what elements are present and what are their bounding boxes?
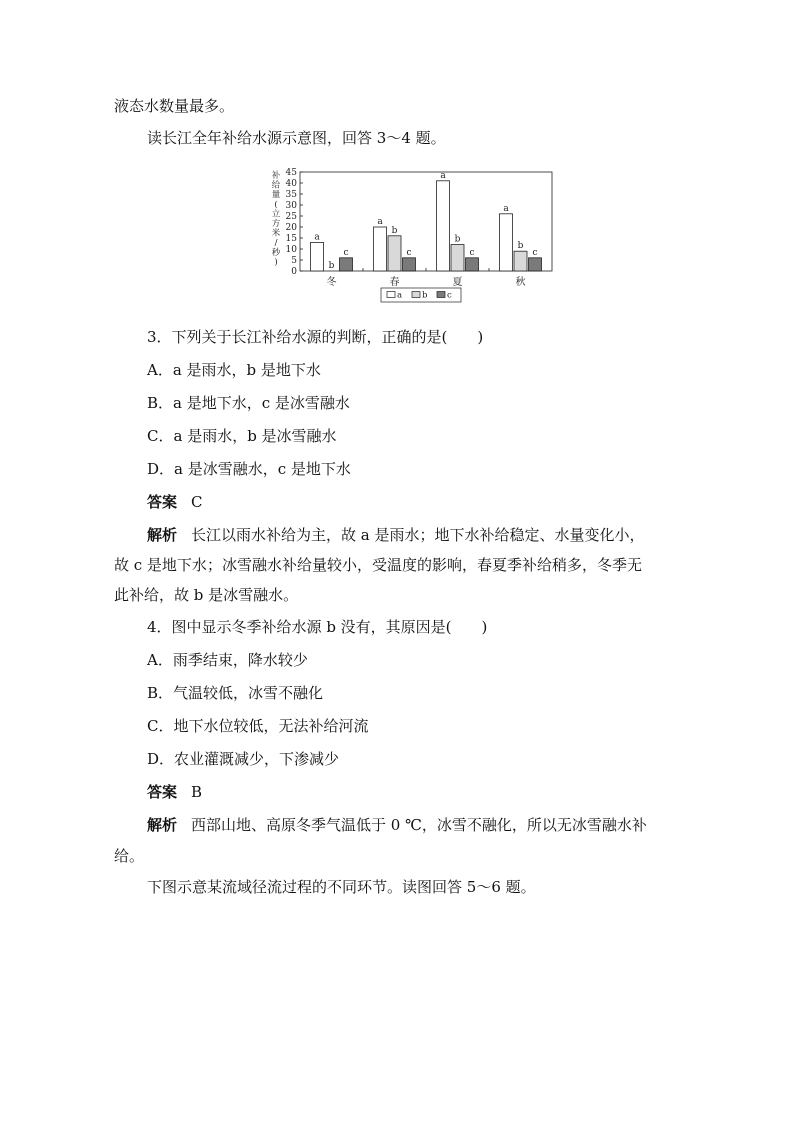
y-tick-label: 35 <box>285 190 297 200</box>
answer-3-value: C <box>191 493 203 511</box>
bar-label: b <box>391 225 398 236</box>
y-tick-label: 30 <box>285 201 297 211</box>
bar-c <box>403 258 416 271</box>
bar-label: b <box>328 261 335 271</box>
bar-label: a <box>377 217 383 227</box>
bar-a <box>311 242 324 271</box>
x-tick-label: 夏 <box>452 277 463 288</box>
next-section-intro: 下图示意某流域径流过程的不同环节。读图回答 5～6 题。 <box>147 878 536 896</box>
chart-intro: 读长江全年补给水源示意图，回答 3～4 题。 <box>147 129 446 147</box>
bar-label: c <box>343 247 349 258</box>
y-tick-label: 25 <box>285 212 297 222</box>
bar-a <box>374 227 387 271</box>
y-axis-label: 补给量(立方米/秒) <box>271 171 281 268</box>
explanation-3-line-2: 故 c 是地下水；冰雪融水补给量较小，受温度的影响，春夏季补给稍多，冬季无 <box>114 556 642 574</box>
x-tick-label: 冬 <box>326 277 337 288</box>
bar-c <box>340 258 353 271</box>
explanation-4-text-1: 西部山地、高原冬季气温低于 0 ℃，冰雪不融化，所以无冰雪融水补 <box>191 816 647 834</box>
bar-label: c <box>406 247 412 258</box>
bar-label: b <box>454 234 461 245</box>
legend-swatch-a <box>387 292 395 298</box>
y-tick-label: 40 <box>285 179 297 189</box>
legend-swatch-b <box>412 292 420 298</box>
answer-4 <box>147 781 202 803</box>
bar-label: c <box>532 247 538 258</box>
q4-option-a: A．雨季结束，降水较少 <box>147 651 308 669</box>
question-3: 3．下列关于长江补给水源的判断，正确的是( ) <box>147 328 484 346</box>
answer-4-label: 答案 <box>147 783 178 801</box>
q4-option-c: C．地下水位较低，无法补给河流 <box>147 717 369 735</box>
answer-3-label: 答案 <box>147 493 178 511</box>
y-tick-label: 20 <box>285 223 297 233</box>
y-tick-label: 10 <box>285 245 297 255</box>
bar-a <box>437 181 450 271</box>
legend-label-a: a <box>397 290 403 301</box>
x-tick-label: 春 <box>389 277 400 288</box>
bar-b <box>514 251 527 271</box>
bar-label: a <box>314 232 320 243</box>
recharge-bar-chart <box>262 164 562 310</box>
explanation-3-line-1 <box>147 524 645 546</box>
text-line-1: 液态水数量最多。 <box>114 97 235 115</box>
q4-option-d: D．农业灌溉减少，下渗减少 <box>147 750 340 768</box>
y-tick-label: 15 <box>285 234 297 244</box>
explanation-4-line-1 <box>147 814 647 836</box>
q3-option-c: C．a 是雨水，b 是冰雪融水 <box>147 427 337 445</box>
legend-label-c: c <box>447 290 452 301</box>
explanation-3-line-3: 此补给，故 b 是冰雪融水。 <box>114 586 299 604</box>
legend-swatch-c <box>437 292 445 298</box>
explanation-4-label: 解析 <box>147 816 178 834</box>
q3-option-d: D．a 是冰雪融水，c 是地下水 <box>147 460 351 478</box>
bar-c <box>466 258 479 271</box>
explanation-3-text-1: 长江以雨水补给为主，故 a 是雨水；地下水补给稳定、水量变化小， <box>191 526 645 544</box>
answer-3 <box>147 491 203 513</box>
bar-label: a <box>503 203 509 214</box>
q3-option-b: B．a 是地下水，c 是冰雪融水 <box>147 394 350 412</box>
bar-label: c <box>469 247 475 258</box>
bar-label: b <box>517 241 524 252</box>
y-tick-label: 5 <box>291 256 297 266</box>
bar-a <box>500 214 513 271</box>
q3-option-a: A．a 是雨水，b 是地下水 <box>147 361 321 379</box>
x-tick-label: 秋 <box>515 277 526 288</box>
explanation-4-line-2: 给。 <box>114 847 145 865</box>
bar-label: a <box>440 170 446 181</box>
explanation-3-label: 解析 <box>147 526 178 544</box>
y-tick-label: 45 <box>285 168 297 178</box>
y-tick-label: 0 <box>291 267 297 277</box>
bar-c <box>529 258 542 271</box>
q4-option-b: B．气温较低，冰雪不融化 <box>147 684 324 702</box>
answer-4-value: B <box>191 783 203 801</box>
question-4: 4．图中显示冬季补给水源 b 没有，其原因是( ) <box>147 618 488 636</box>
bar-b <box>388 236 401 271</box>
bar-b <box>451 245 464 271</box>
legend-label-b: b <box>422 290 428 301</box>
